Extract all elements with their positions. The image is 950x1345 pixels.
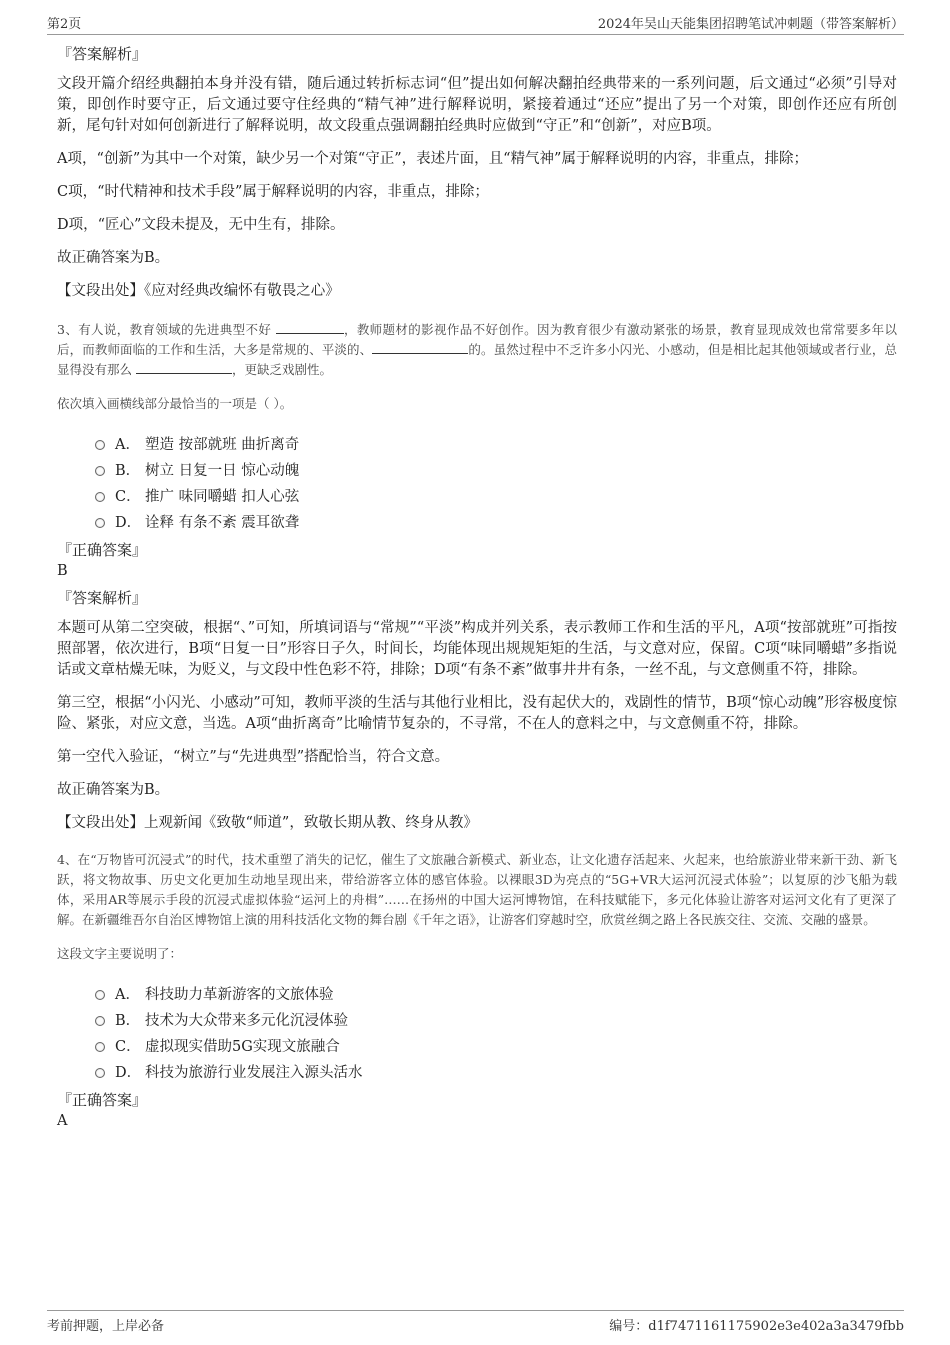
- option-text: 科技为旅游行业发展注入源头活水: [145, 1064, 363, 1081]
- option-text: 虚拟现实借助5G实现文旅融合: [145, 1038, 340, 1055]
- correct-answer-label: 『正确答案』: [57, 541, 148, 559]
- page-header: [47, 10, 904, 35]
- radio-button-icon[interactable]: [95, 1042, 105, 1052]
- option-text: 诠释 有条不紊 震耳欲聋: [145, 514, 300, 531]
- analysis-paragraph: C项，“时代精神和技术手段”属于解释说明的内容，非重点，排除；: [57, 184, 489, 200]
- radio-button-icon[interactable]: [95, 440, 105, 450]
- document-code: 编号：d1f7471161175902e3e402a3a3479fbb: [609, 1319, 904, 1334]
- option-d[interactable]: D． 诠释 有条不紊 震耳欲聋: [95, 508, 897, 534]
- footer-slogan: 考前押题，上岸必备: [47, 1319, 165, 1334]
- analysis-conclusion: 故正确答案为B。: [57, 250, 170, 266]
- radio-button-icon[interactable]: [95, 492, 105, 502]
- question-3-text: 3、有人说，教育领域的先进典型不好 ，教师题材的影视作品不好创作。因为教育很少有激动紧张的场景，教育显现成效也常常要多年以后，而教师面临的工作和生活，大多是常规的、平淡的、 的。虽然过程中不乏许多小闪光、小感动，但是相比起其他领域或者行业，总显得没有那么 ，更缺乏戏剧性。: [57, 322, 897, 377]
- option-text: 树立 日复一日 惊心动魄: [145, 462, 300, 479]
- analysis-paragraph: 本题可从第二空突破，根据“、”可知，所填词语与“常规”“平淡”构成并列关系，表示教师工作和生活的平凡，A项“按部就班”可指按照部署，依次进行，B项“日复一日”形容日子久，时间长，均能体现出规规矩矩的生活，与文意对应，保留。C项“味同嚼蜡”多指说话或文章枯燥无味，为贬义，与文段中性色彩不符，排除；D项“有条不紊”做事井井有条，一丝不乱，与文意侧重不符，排除。: [57, 620, 897, 678]
- page-number: 第2页: [47, 17, 82, 32]
- fill-blank: [276, 321, 344, 334]
- document-title: 2024年吴山天能集团招聘笔试冲刺题（带答案解析）: [597, 17, 904, 32]
- question-3-options: [95, 430, 897, 534]
- question-4-text: 4、在“万物皆可沉浸式”的时代，技术重塑了消失的记忆，催生了文旅融合新模式、新业态，让文化遗存活起来、火起来，也给旅游业带来新干劲、新飞跃，将文物故事、历史文化更加生动地呈现出来，带给游客立体的感官体验。以裸眼3D为亮点的“5G+VR大运河沉浸式体验”；以复原的沙飞船为载体，采用AR等展示手段的沉浸式虚拟体验“运河上的舟楫”……在扬州的中国大运河博物馆，在科技赋能下，多元化体验让游客对运河文化有了更深了解。在新疆维吾尔自治区博物馆上演的用科技活化文物的舞台剧《千年之语》，让游客们穿越时空，欣赏丝绸之路上各民族交往、交流、交融的盛景。: [57, 852, 897, 927]
- page-footer: [47, 1310, 904, 1335]
- option-c[interactable]: C． 虚拟现实借助5G实现文旅融合: [95, 1032, 897, 1058]
- radio-button-icon[interactable]: [95, 990, 105, 1000]
- question-3-prompt: 依次填入画横线部分最恰当的一项是（ ）。: [57, 396, 293, 411]
- page-content: [57, 44, 897, 1138]
- analysis-paragraph: 第一空代入验证，“树立”与“先进典型”搭配恰当，符合文意。: [57, 749, 450, 765]
- option-b[interactable]: B． 技术为大众带来多元化沉浸体验: [95, 1006, 897, 1032]
- correct-answer-label: 『正确答案』: [57, 1091, 148, 1109]
- radio-button-icon[interactable]: [95, 466, 105, 476]
- fill-blank: [372, 341, 468, 354]
- radio-button-icon[interactable]: [95, 1068, 105, 1078]
- radio-button-icon[interactable]: [95, 518, 105, 528]
- option-text: 推广 味同嚼蜡 扣人心弦: [145, 488, 300, 505]
- option-text: 塑造 按部就班 曲折离奇: [145, 436, 300, 453]
- option-c[interactable]: C． 推广 味同嚼蜡 扣人心弦: [95, 482, 897, 508]
- fill-blank: [136, 361, 232, 374]
- question-4-prompt: 这段文字主要说明了：: [57, 946, 183, 961]
- answer-analysis-label: 『答案解析』: [57, 45, 148, 63]
- correct-answer: A: [57, 1113, 68, 1129]
- option-b[interactable]: B． 树立 日复一日 惊心动魄: [95, 456, 897, 482]
- correct-answer: B: [57, 563, 68, 579]
- analysis-conclusion: 故正确答案为B。: [57, 782, 170, 798]
- passage-source: 【文段出处】《应对经典改编怀有敬畏之心》: [57, 283, 340, 299]
- option-text: 技术为大众带来多元化沉浸体验: [145, 1012, 348, 1029]
- option-d[interactable]: D． 科技为旅游行业发展注入源头活水: [95, 1058, 897, 1084]
- analysis-paragraph: A项，“创新”为其中一个对策，缺少另一个对策“守正”，表述片面，且“精气神”属于解释说明的内容，非重点，排除；: [57, 151, 808, 167]
- answer-analysis-label: 『答案解析』: [57, 589, 148, 607]
- passage-source: 【文段出处】上观新闻《致敬“师道”，致敬长期从教、终身从教》: [57, 815, 478, 831]
- analysis-paragraph: 文段开篇介绍经典翻拍本身并没有错，随后通过转折标志词“但”提出如何解决翻拍经典带来的一系列问题，后文通过“必须”引导对策，即创作时要守正，后文通过要守住经典的“精气神”进行解释说明，紧接着通过“还应”提出了另一个对策，即创作还应有所创新，尾句针对如何创新进行了解释说明，故文段重点强调翻拍经典时应做到“守正”和“创新”，对应B项。: [57, 76, 897, 134]
- option-text: 科技助力革新游客的文旅体验: [145, 986, 334, 1003]
- radio-button-icon[interactable]: [95, 1016, 105, 1026]
- option-a[interactable]: A． 科技助力革新游客的文旅体验: [95, 980, 897, 1006]
- analysis-paragraph: 第三空，根据“小闪光、小感动”可知，教师平淡的生活与其他行业相比，没有起伏大的，戏剧性的情节，B项“惊心动魄”形容极度惊险、紧张，对应文意，当选。A项“曲折离奇”比喻情节复杂的，不寻常，不在人的意料之中，与文意侧重不符，排除。: [57, 695, 897, 732]
- question-4-options: [95, 980, 897, 1084]
- option-a[interactable]: A． 塑造 按部就班 曲折离奇: [95, 430, 897, 456]
- analysis-paragraph: D项，“匠心”文段未提及，无中生有，排除。: [57, 217, 345, 233]
